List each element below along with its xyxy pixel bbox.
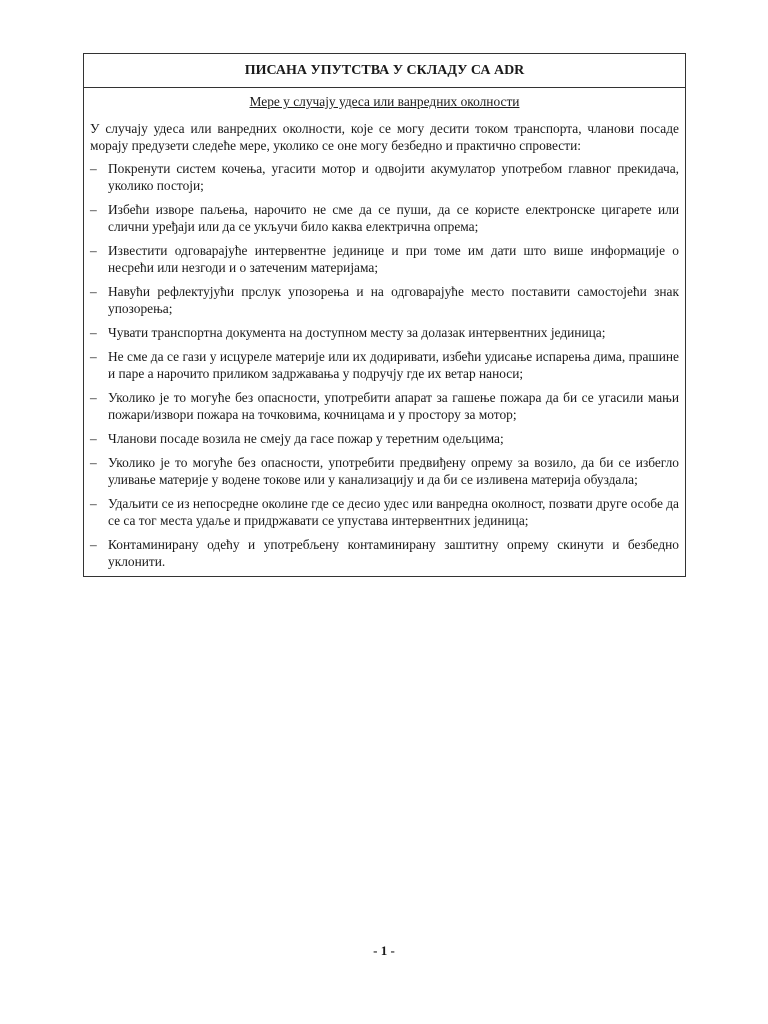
- list-item: [90, 389, 679, 423]
- bullet-dash: –: [90, 349, 97, 364]
- list-item-text: Удаљити се из непосредне околине где се десио удес или ванредна околност, позвати друге особе да се са тог места удаље и придржавати се упуставa интервентних јединица;: [108, 496, 679, 528]
- list-item: [90, 324, 679, 341]
- instructions-box: [83, 53, 686, 577]
- page-number: - 1 -: [373, 943, 395, 958]
- intro-paragraph: У случају удеса или ванредних околности, које се могу десити током транспорта, чланови посаде морају предузети следеће мере, уколико се оне могу безбедно и практично спровести:: [90, 121, 679, 153]
- instructions-body: [84, 88, 685, 576]
- list-item: [90, 201, 679, 235]
- bullet-dash: –: [90, 325, 97, 340]
- bullet-dash: –: [90, 496, 97, 511]
- list-item: [90, 160, 679, 194]
- bullet-dash: –: [90, 390, 97, 405]
- list-item: [90, 495, 679, 529]
- list-item-text: Уколико је то могуће без опасности, употребити предвиђену опрему за возило, да би се избегло уливање материје у водене токове или у канализацију и да би се изливена материја обуздала;: [108, 455, 679, 487]
- document-title: ПИСАНА УПУТСТВА У СКЛАДУ СА ADR: [84, 54, 685, 88]
- list-item-text: Известити одговарајуће интервентне јединице и при томе им дати што више информације о несрећи или незгоди и о затеченим материјама;: [108, 243, 679, 275]
- list-item: [90, 283, 679, 317]
- bullet-dash: –: [90, 202, 97, 217]
- list-item-text: Не сме да се гази у исцуреле материје или их додиривати, избећи удисање испарења дима, прашине и паре а нарочито приликом задржавања у подручју где их ветар наноси;: [108, 349, 679, 381]
- bullet-dash: –: [90, 455, 97, 470]
- list-item: [90, 430, 679, 447]
- list-item: [90, 348, 679, 382]
- measures-list: [90, 160, 679, 570]
- bullet-dash: –: [90, 161, 97, 176]
- list-item: [90, 536, 679, 570]
- list-item: [90, 454, 679, 488]
- list-item-text: Чланови посаде возила не смеју да гасе пожар у теретним одељцима;: [108, 431, 504, 446]
- bullet-dash: –: [90, 431, 97, 446]
- list-item-text: Контаминирану одећу и употребљену контаминирану заштитну опрему скинути и безбедно уклонити.: [108, 537, 679, 569]
- list-item-text: Избећи изворе паљења, нарочито не сме да се пуши, да се користе електронске цигарете или слични уређаји или да се укључи било каква електрична опрема;: [108, 202, 679, 234]
- list-item-text: Чувати транспортна документа на доступном месту за долазак интервентних јединица;: [108, 325, 606, 340]
- list-item: [90, 242, 679, 276]
- section-subtitle: Мере у случају удеса или ванредних околности: [249, 94, 520, 109]
- list-item-text: Навући рефлектујући прслук упозорења и на одговарајуће место поставити самостојећи знак упозорења;: [108, 284, 679, 316]
- bullet-dash: –: [90, 284, 97, 299]
- bullet-dash: –: [90, 537, 97, 552]
- list-item-text: Покренути систем кочења, угасити мотор и одвојити акумулатор употребом главног прекидача, уколико постоји;: [108, 161, 679, 193]
- bullet-dash: –: [90, 243, 97, 258]
- list-item-text: Уколико је то могуће без опасности, употребити апарат за гашење пожара да би се угасили мањи пожари/извори пожара на точковима, кочницама и у простору за мотор;: [108, 390, 679, 422]
